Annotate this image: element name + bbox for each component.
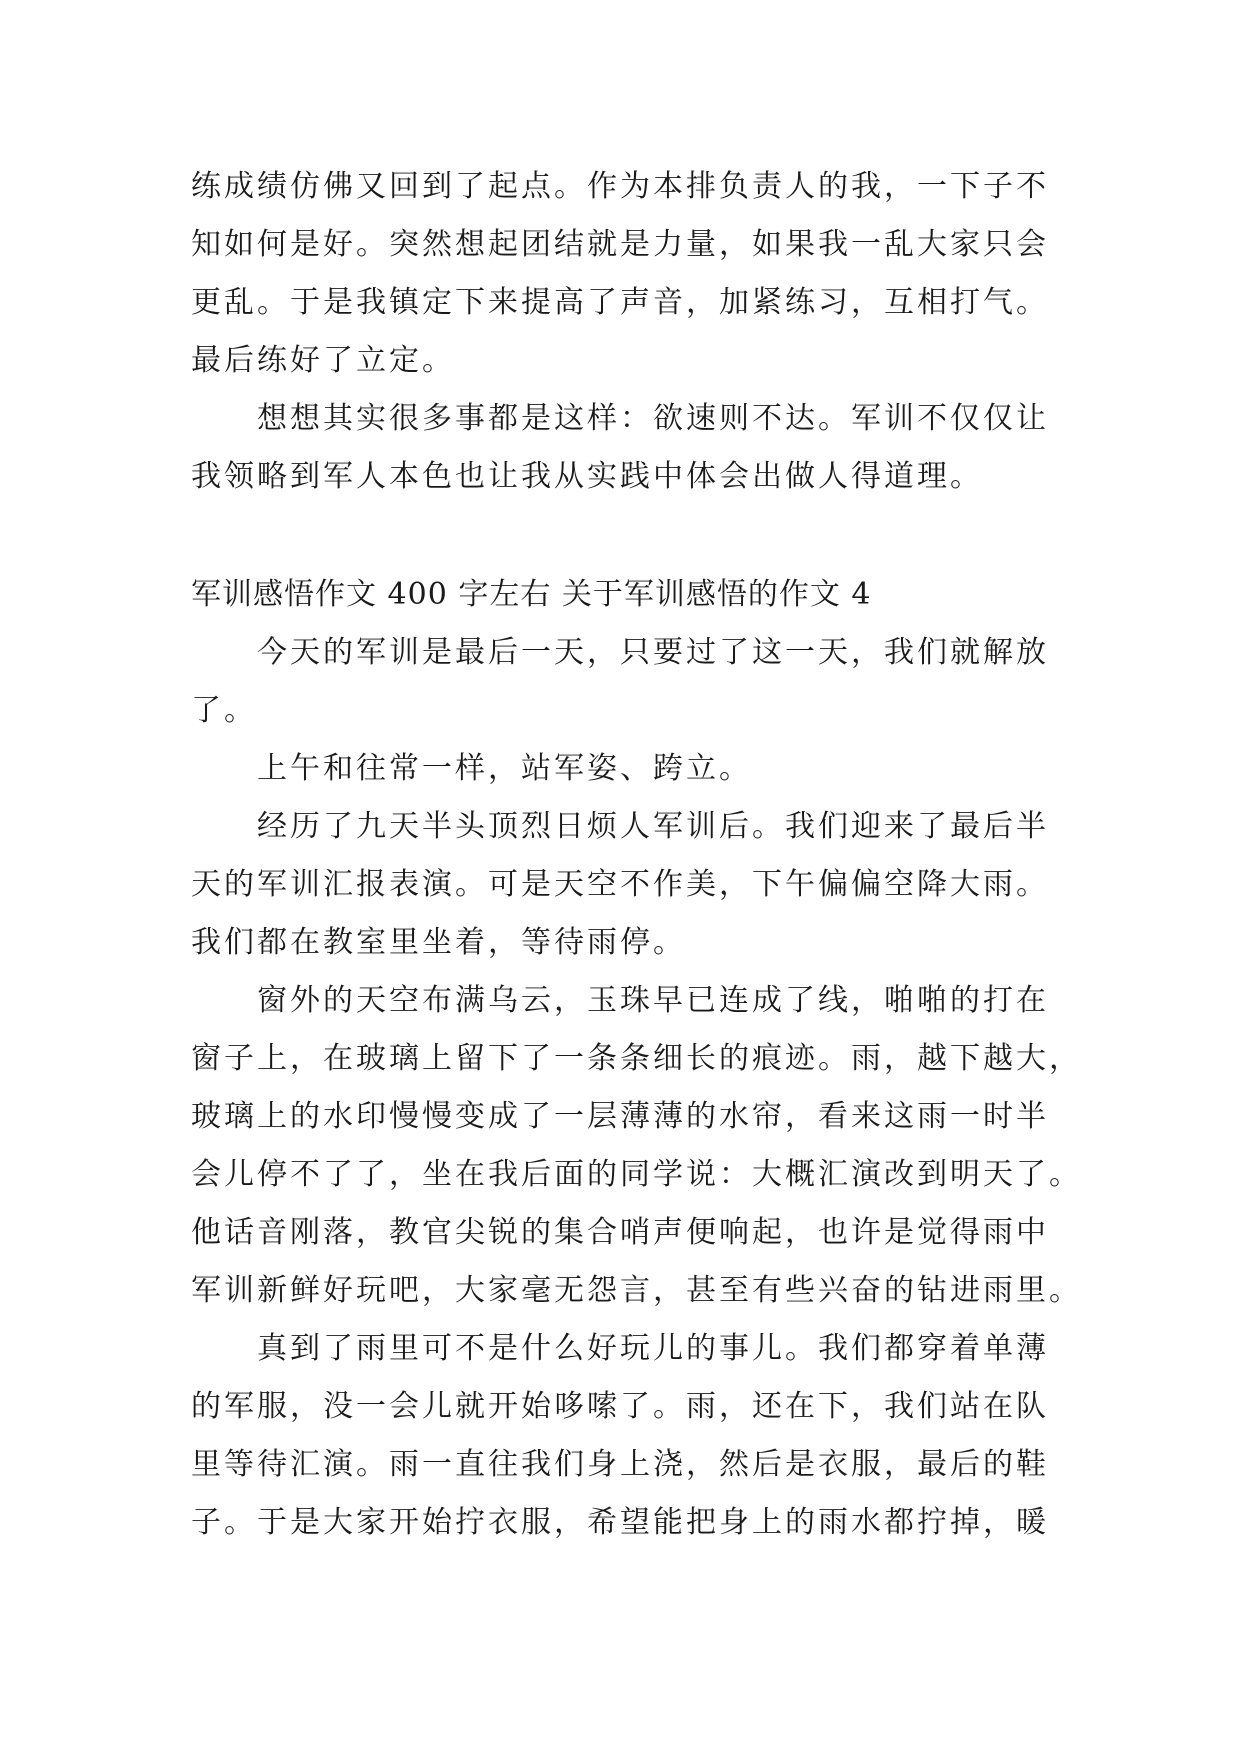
text-line: 会儿停不了了，坐在我后面的同学说：大概汇演改到明天了。: [191, 1157, 1082, 1192]
text-line: 知如何是好。突然想起团结就是力量，如果我一乱大家只会: [191, 227, 1049, 262]
text-line: 天的军训汇报表演。可是天空不作美，下午偏偏空降大雨。: [191, 867, 1049, 902]
section-heading: 军训感悟作文 400 字左右 关于军训感悟的作文 4: [191, 577, 872, 612]
text-line: 上午和往常一样，站军姿、跨立。: [257, 751, 752, 786]
text-line: 我领略到军人本色也让我从实践中体会出做人得道理。: [191, 459, 983, 494]
text-line: 的军服，没一会儿就开始哆嗦了。雨，还在下，我们站在队: [191, 1389, 1049, 1424]
text-line: 玻璃上的水印慢慢变成了一层薄薄的水帘，看来这雨一时半: [191, 1099, 1049, 1134]
text-line: 更乱。于是我镇定下来提高了声音，加紧练习，互相打气。: [191, 285, 1049, 320]
text-line: 子。于是大家开始拧衣服，希望能把身上的雨水都拧掉，暖: [191, 1505, 1049, 1540]
text-line: 窗外的天空布满乌云，玉珠早已连成了线，啪啪的打在: [257, 983, 1049, 1018]
text-line: 今天的军训是最后一天，只要过了这一天，我们就解放: [257, 635, 1049, 670]
text-line: 他话音刚落，教官尖锐的集合哨声便响起，也许是觉得雨中: [191, 1215, 1049, 1250]
text-line: 练成绩仿佛又回到了起点。作为本排负责人的我，一下子不: [191, 169, 1049, 204]
text-line: 我们都在教室里坐着，等待雨停。: [191, 925, 686, 960]
text-line: 里等待汇演。雨一直往我们身上浇，然后是衣服，最后的鞋: [191, 1447, 1049, 1482]
text-line: 最后练好了立定。: [191, 343, 455, 378]
text-line: 了。: [191, 693, 257, 728]
text-line: 窗子上，在玻璃上留下了一条条细长的痕迹。雨，越下越大，: [191, 1041, 1082, 1076]
text-line: 想想其实很多事都是这样：欲速则不达。军训不仅仅让: [257, 401, 1049, 436]
text-line: 军训新鲜好玩吧，大家毫无怨言，甚至有些兴奋的钻进雨里。: [191, 1273, 1082, 1308]
text-line: 真到了雨里可不是什么好玩儿的事儿。我们都穿着单薄: [257, 1331, 1049, 1366]
text-line: 经历了九天半头顶烈日烦人军训后。我们迎来了最后半: [257, 809, 1049, 844]
